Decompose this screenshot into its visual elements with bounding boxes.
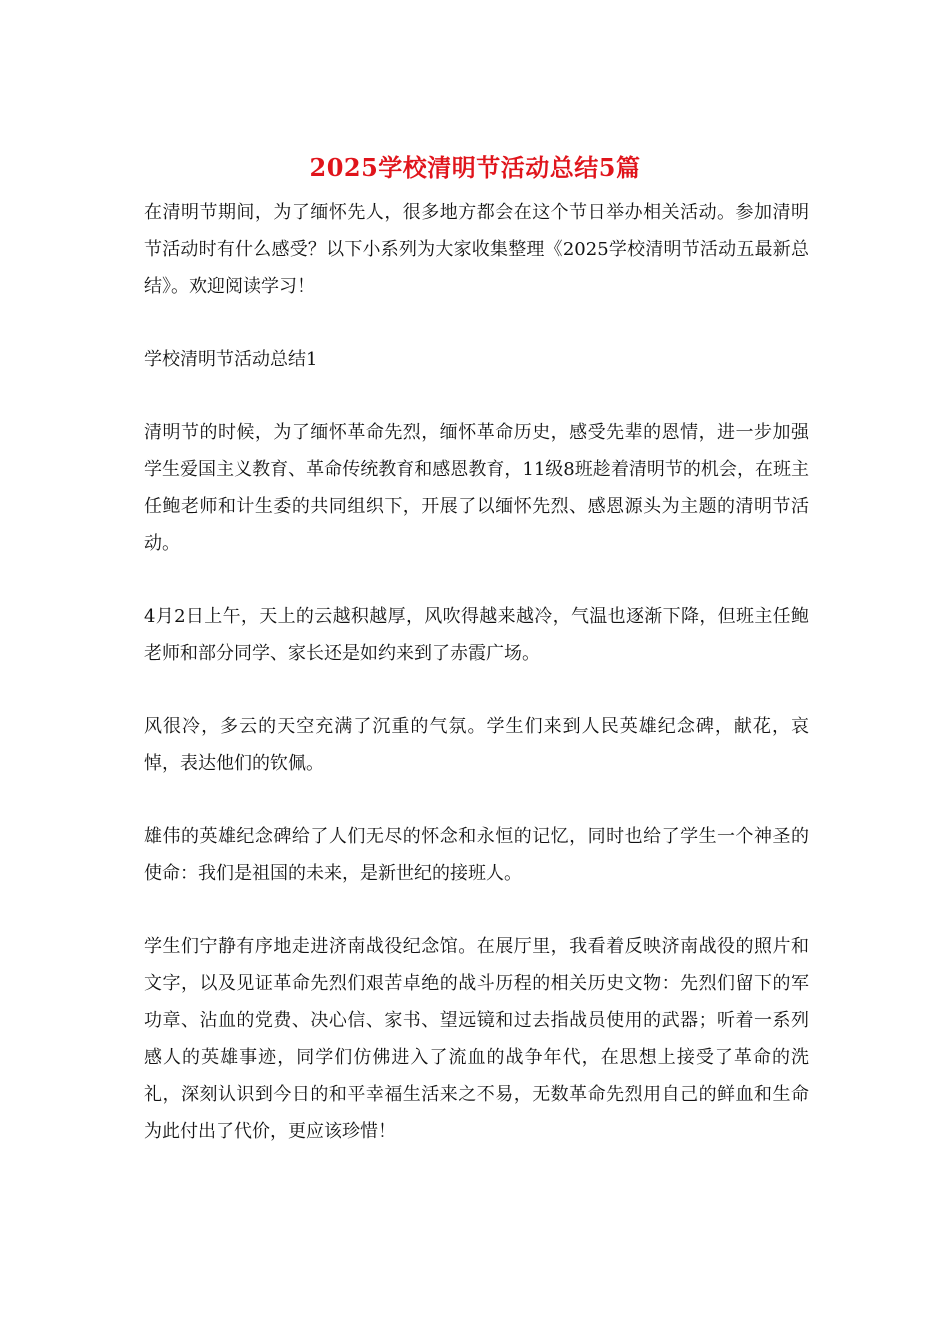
- body-paragraph-4: 雄伟的英雄纪念碑给了人们无尽的怀念和永恒的记忆，同时也给了学生一个神圣的使命：我们是祖国的未来，是新世纪的接班人。: [144, 826, 809, 884]
- section-heading: 学校清明节活动总结1: [144, 349, 318, 370]
- body-paragraph-5: 学生们宁静有序地走进济南战役纪念馆。在展厅里，我看着反映济南战役的照片和文字，以及见证革命先烈们艰苦卓绝的战斗历程的相关历史文物：先烈们留下的军功章、沾血的党费、决心信、家书、望远镜和过去指战员使用的武器；听着一系列感人的英雄事迹，同学们仿佛进入了流血的战争年代，在思想上接受了革命的洗礼，深刻认识到今日的和平幸福生活来之不易，无数革命先烈用自己的鲜血和生命为此付出了代价，更应该珍惜！: [144, 936, 809, 1142]
- document-title: 2025学校清明节活动总结5篇: [309, 153, 641, 182]
- body-paragraph-1: 清明节的时候，为了缅怀革命先烈，缅怀革命历史，感受先辈的恩情，进一步加强学生爱国主义教育、革命传统教育和感恩教育，11级8班趁着清明节的机会，在班主任鲍老师和计生委的共同组织下，开展了以缅怀先烈、感恩源头为主题的清明节活动。: [144, 422, 809, 554]
- intro-paragraph: 在清明节期间，为了缅怀先人，很多地方都会在这个节日举办相关活动。参加清明节活动时有什么感受？以下小系列为大家收集整理《2025学校清明节活动五最新总结》。欢迎阅读学习！: [144, 202, 809, 297]
- body-paragraph-2: 4月2日上午，天上的云越积越厚，风吹得越来越冷，气温也逐渐下降，但班主任鲍老师和部分同学、家长还是如约来到了赤霞广场。: [144, 606, 809, 664]
- document-body: [144, 194, 809, 1186]
- body-paragraph-3: 风很冷，多云的天空充满了沉重的气氛。学生们来到人民英雄纪念碑，献花，哀悼，表达他们的钦佩。: [144, 716, 809, 774]
